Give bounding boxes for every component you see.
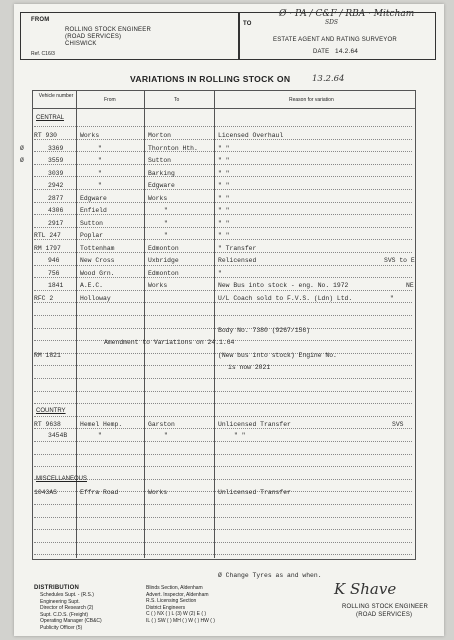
row-rule [34,302,412,303]
cell-vehicle: 2917 [48,219,64,227]
cell-from: " [98,182,102,189]
country-from-2: " [98,432,102,439]
header-rule [32,108,416,109]
document-sheet [14,4,444,636]
misc-reason-1: Unlicensed Transfer [218,489,291,496]
cell-reason: " " [218,219,230,227]
row-rule [34,529,412,530]
cell-vehicle: RTL 247 [34,232,61,239]
amend-line-1: (New bus into stock) Engine No. [218,352,337,359]
cell-to: Edmonton [148,269,179,277]
dist-right-4: District Engineers [146,604,186,611]
dist-left-2: Engineering Supt. [40,598,80,605]
cell-from: Works [80,132,100,139]
row-rule [34,290,412,291]
signature: K Shave [334,580,397,598]
from-label: FROM [31,17,50,23]
row-rule [34,365,412,366]
cell-to: " [164,232,168,239]
cell-to: Edmonton [148,244,179,252]
cell-reason: " Transfer [218,244,257,252]
row-rule [34,176,412,177]
from-line-3: CHISWICK [65,41,97,47]
cell-reason: U/L Coach sold to F.V.S. (Ldn) Ltd. [218,294,353,302]
row-rule [34,214,412,215]
cell-vehicle: RT 930 [34,132,58,139]
country-extra-1: SVS [392,421,404,428]
dist-right-3: R.S. Licensing Section [146,598,197,605]
country-to-1: Garston [148,421,175,428]
title-date: 13.2.64 [312,74,345,84]
cell-to: " [164,219,168,227]
cell-reason: " " [218,232,230,239]
cell-reason: " " [218,194,230,202]
cell-vehicle: 3559 [48,157,64,164]
col-header-vehicle: Vehicle number [38,93,74,99]
row-rule [34,403,412,404]
cell-from: " [98,144,102,152]
cell-from: Poplar [80,232,104,239]
cell-reason: Licensed Overhaul [218,132,284,139]
cell-reason: " " [218,207,230,214]
row-rule [34,517,412,518]
to-label: TO [243,21,252,27]
to-box [238,9,436,60]
cell-vehicle: 946 [48,257,60,264]
cell-from: A.E.C. [80,282,104,289]
row-rule [34,126,412,127]
cell-from: " [98,169,102,177]
cell-vehicle: 3039 [48,169,64,177]
dist-right-2: Advert. Inspector, Aldenham [146,591,209,598]
row-rule [34,202,412,203]
country-vehicle-1: RT 9638 [34,421,61,428]
row-rule [34,416,412,417]
from-line-1: ROLLING STOCK ENGINEER [65,27,151,33]
col-header-to: To [174,97,180,103]
amend-vehicle: RM 1821 [34,352,61,359]
cell-to: Sutton [148,157,172,164]
col-divider-2 [144,90,145,558]
to-recipient: ESTATE AGENT AND RATING SURVEYOR [273,37,397,43]
date-value: 14.2.64 [335,48,359,55]
cell-to: Morton [148,132,172,139]
cell-extra: " [390,294,394,302]
row-rule [34,378,412,379]
country-from-1: Hemel Hemp. [80,421,123,428]
row-rule [34,265,412,266]
row-rule [34,554,412,555]
cell-extra: NE [406,282,414,289]
cell-vehicle: 3369 [48,144,64,152]
from-line-2: (ROAD SERVICES) [65,34,122,40]
cell-vehicle: RFC 2 [34,294,54,302]
row-rule [34,189,412,190]
cell-from: Tottenham [80,244,115,252]
amendment-note: Amendment to Variations on 24.1.64 [104,339,235,346]
cell-extra: SVS to E [384,257,415,264]
cell-mark: Ø [20,157,24,164]
row-rule [34,239,412,240]
row-rule [34,466,412,467]
cell-mark: Ø [20,144,24,152]
row-rule [34,542,412,543]
row-rule [34,315,412,316]
row-rule [34,277,412,278]
cell-reason: " [218,269,222,277]
distribution-label: DISTRIBUTION [34,585,80,591]
country-to-2: " [164,432,168,439]
dist-right-6: IL ( ) SW ( ) MH ( ) W ( ) HW ( ) [146,617,215,624]
dist-left-1: Schedules Supt. - (R.S.) [40,592,94,598]
signature-title-1: ROLLING STOCK ENGINEER [342,604,428,610]
dist-left-3: Director of Research (2) [40,605,94,612]
cell-reason: " " [218,157,230,164]
cell-reason: New Bus into stock - eng. No. 1972 [218,282,349,289]
country-vehicle-2: 3454B [48,432,68,439]
amend-line-2: is now 2021 [228,364,271,371]
row-rule [34,227,412,228]
cell-vehicle: 756 [48,269,60,277]
to-handwriting-2: SDS [325,19,339,26]
section-central: CENTRAL [36,115,65,121]
cell-from: Wood Grn. [80,269,115,277]
body-number-note: Body No. 7380 (9267/156) [218,327,311,334]
ref-number: Ref. C16/3 [31,51,55,57]
cell-vehicle: 2877 [48,194,64,202]
cell-from: Enfield [80,207,107,214]
cell-to: Works [148,194,168,202]
cell-vehicle: 4306 [48,207,64,214]
row-rule [34,428,412,429]
cell-to: Thornton Hth. [148,144,198,152]
cell-to: Barking [148,169,175,177]
misc-from-1: Effra Road [80,489,119,496]
row-rule [34,391,412,392]
distribution-right [146,585,215,625]
cell-vehicle: RM 1797 [34,244,61,252]
cell-from: Sutton [80,219,104,227]
cell-vehicle: 2942 [48,182,64,189]
cell-reason: " " [218,182,230,189]
dist-left-4: Supt. C.D.S. (Freight) [40,611,89,618]
page-title: VARIATIONS IN ROLLING STOCK ON [130,74,291,84]
cell-to: " [164,207,168,214]
footnote: Ø Change Tyres as and when. [218,572,322,579]
dist-right-1: Blinds Section, Aldenham [146,585,203,591]
cell-to: Works [148,282,168,289]
row-rule [34,504,412,505]
row-rule [34,479,412,480]
cell-vehicle: 1841 [48,282,64,289]
cell-reason: Relicensed [218,257,257,264]
row-rule [34,252,412,253]
country-reason-1: Unlicensed Transfer [218,421,291,428]
to-handwriting: Ø · PA / C&F / RBA · Mitcham [279,9,415,19]
section-country: COUNTRY [36,408,66,414]
distribution-left [40,592,102,632]
cell-from: Holloway [80,294,111,302]
col-header-from: From [104,97,116,103]
cell-to: Uxbridge [148,257,179,264]
misc-vehicle-1: 1043AS [34,489,58,496]
dist-left-6: Publicity Officer (5) [40,624,83,631]
cell-from: Edgware [80,194,107,202]
row-rule [34,441,412,442]
cell-from: New Cross [80,257,115,264]
col-divider-3 [214,90,215,558]
dist-left-5: Operating Manager (CB&C) [40,618,102,625]
signature-title-2: (ROAD SERVICES) [356,612,413,618]
date-label: DATE [313,49,330,55]
cell-to: Edgware [148,182,175,189]
dist-right-5: C ( ) NX ( ) L (3) W (2) E ( ) [146,611,207,618]
col-header-reason: Reason for variation [289,97,334,103]
cell-from: " [98,157,102,164]
cell-reason: " " [218,144,230,152]
col-divider-1 [76,90,77,558]
section-misc: MISCELLANEOUS [36,476,88,482]
row-rule [34,454,412,455]
cell-reason: " " [218,169,230,177]
misc-to-1: Works [148,489,168,496]
country-reason-2: " " [234,432,246,439]
from-box [20,12,240,60]
